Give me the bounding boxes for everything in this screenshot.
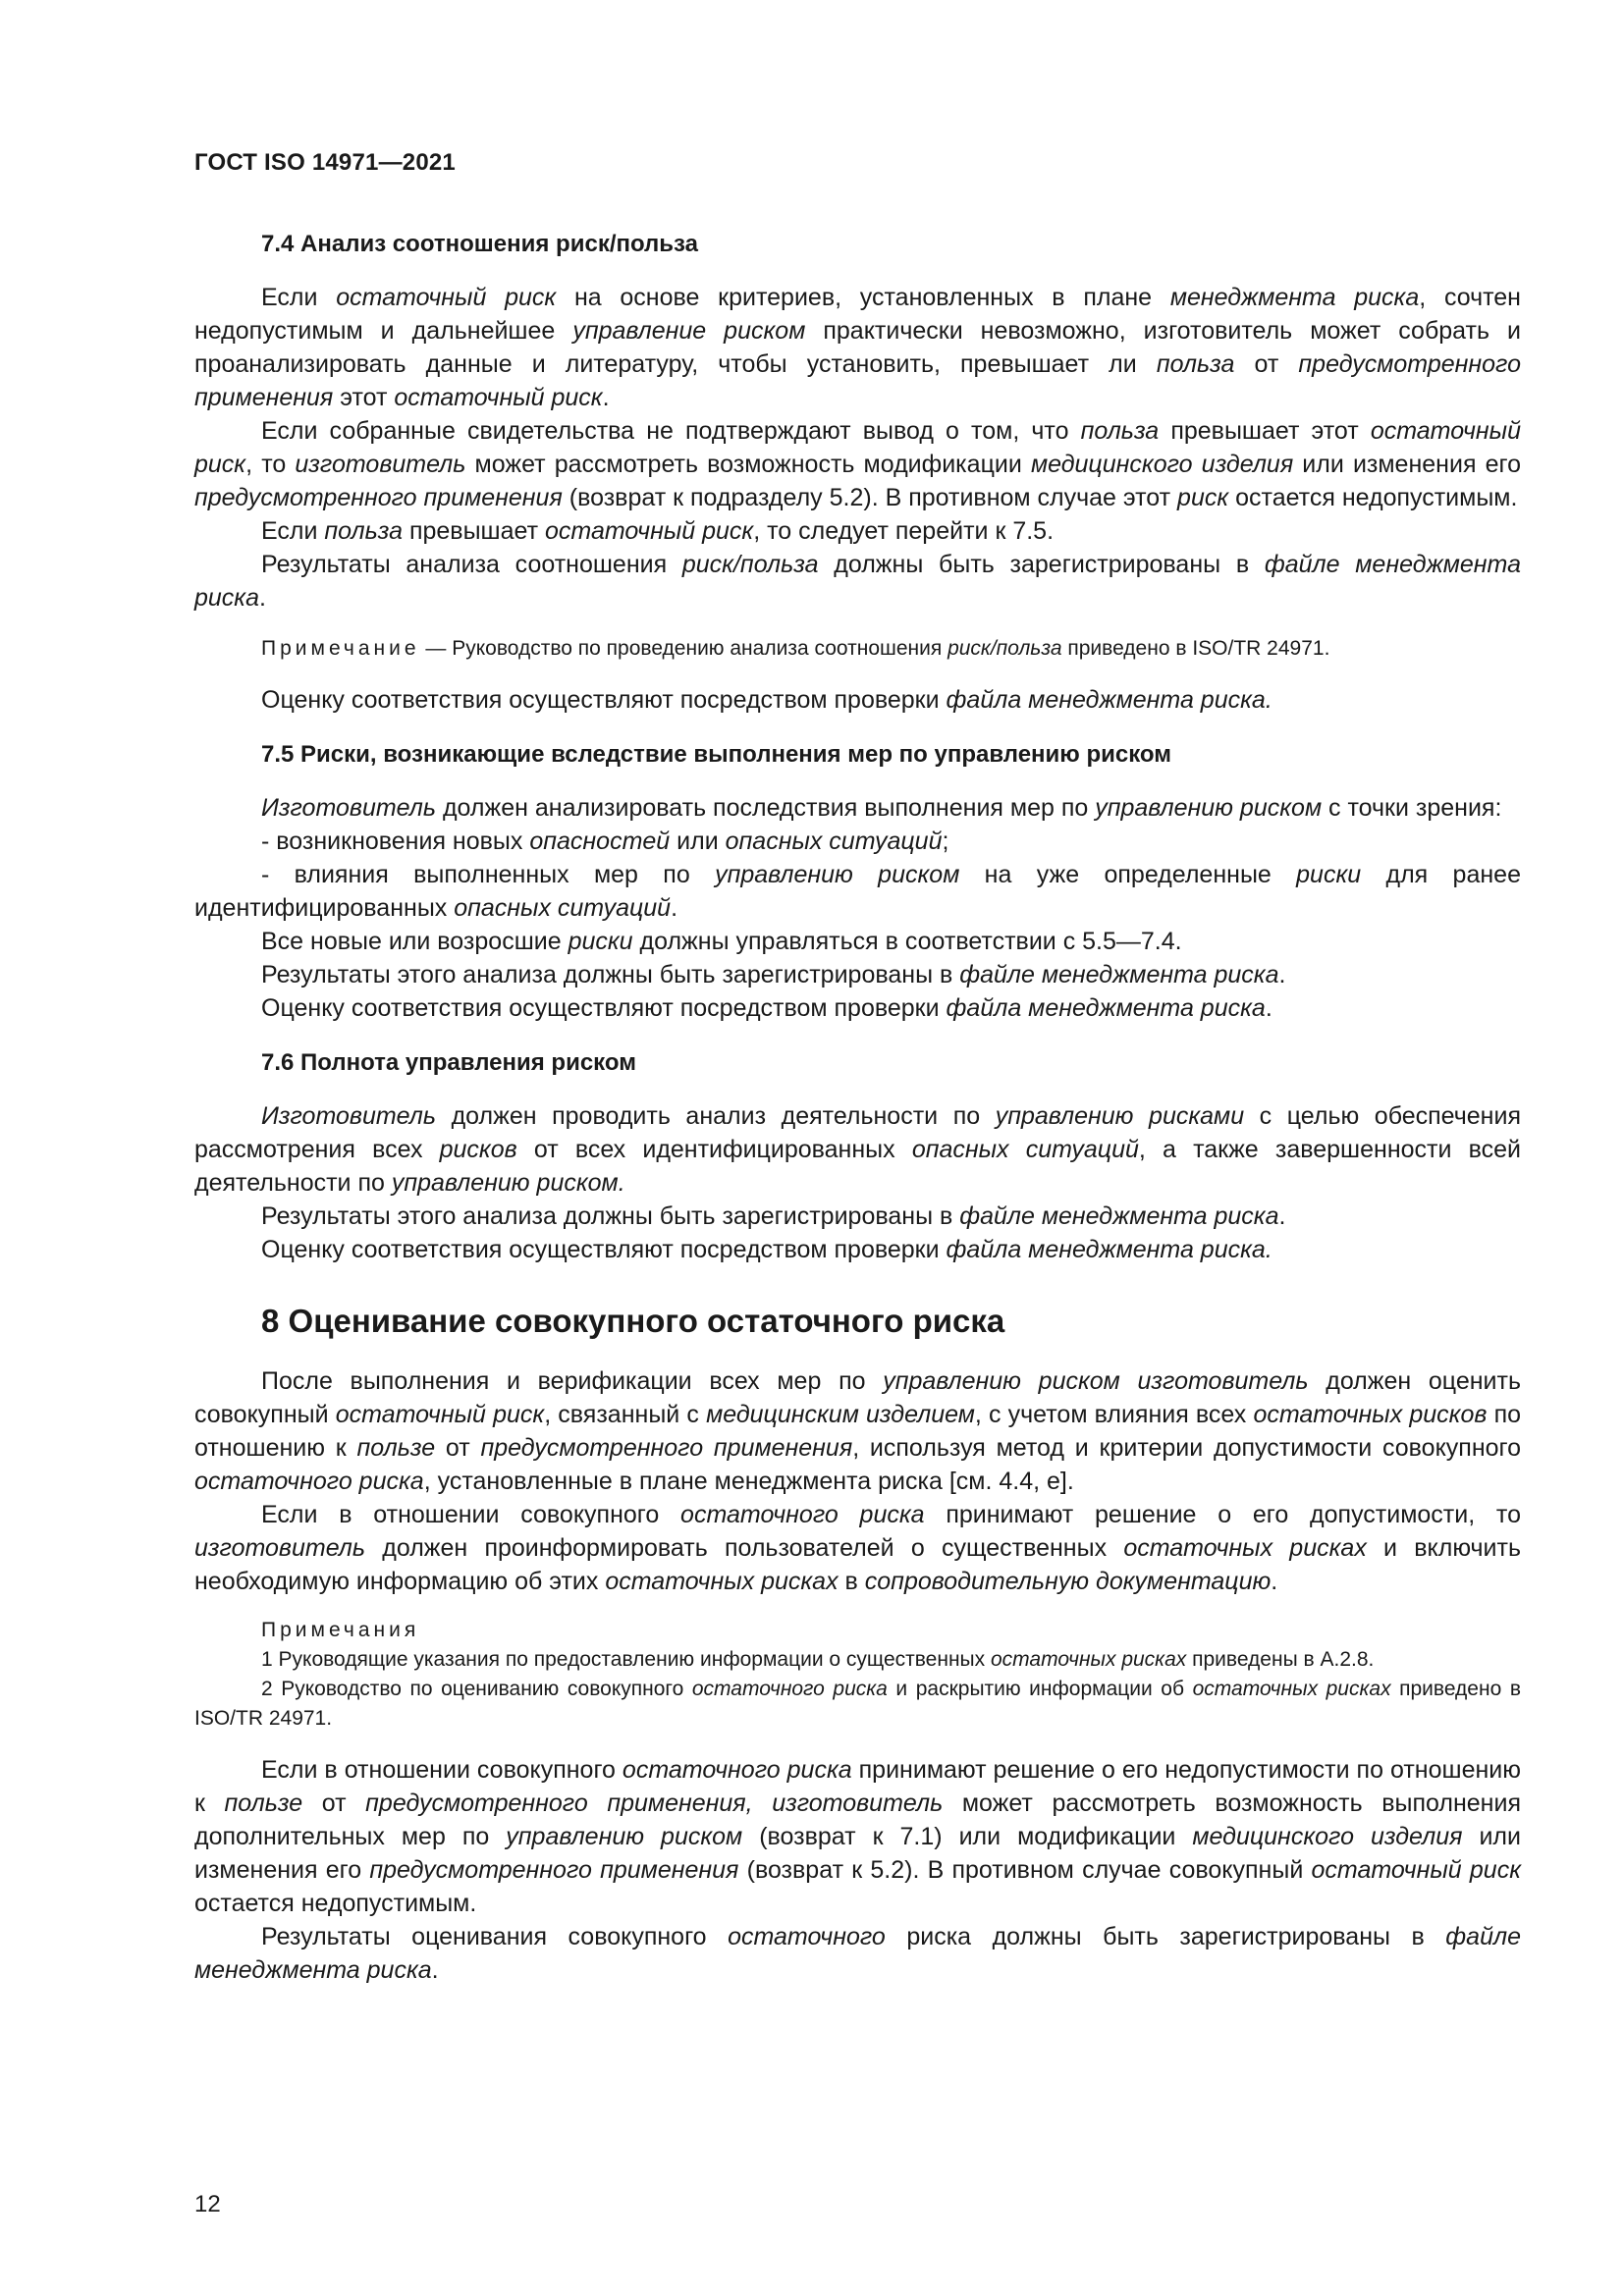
paragraph: Оценку соответствия осуществляют посредством проверки файла менеджмента риска. (261, 686, 1272, 714)
note-label: Примечание (261, 637, 420, 660)
paragraph: Оценку соответствия осуществляют посредством проверки файла менеджмента риска. (261, 1236, 1272, 1263)
paragraph: Изготовитель должен анализировать последствия выполнения мер по управлению риском с точки зрения: (261, 794, 1502, 822)
paragraph: Если польза превышает остаточный риск, то следует перейти к 7.5. (261, 517, 1055, 545)
note: 1 Руководящие указания по предоставлению информации о существенных остаточных рисках приведены в А.2.8. (261, 1648, 1375, 1671)
page-content (194, 228, 1521, 1987)
paragraph: Изготовитель должен проводить анализ деятельности по управлению рисками с целью обеспечения рассмотрения всех рисков от всех идентифицированных опасных ситуаций, а также завершенности всей деятельности по управлению риском. (194, 1102, 1521, 1197)
paragraph: Если в отношении совокупного остаточного риска принимают решение о его допустимости, то изготовитель должен проинформировать пользователей о существенных остаточных рисках и включить необходимую информацию об этих остаточных рисках в сопроводительную документацию. (194, 1501, 1521, 1595)
paragraph: Оценку соответствия осуществляют посредством проверки файла менеджмента риска. (261, 994, 1272, 1022)
section-title: 7.5 Риски, возникающие вследствие выполнения мер по управлению риском (261, 741, 1172, 768)
section-7-4 (194, 228, 1521, 717)
paragraph: Все новые или возросшие риски должны управляться в соответствии с 5.5—7.4. (261, 928, 1182, 955)
page-number: 12 (194, 2191, 221, 2217)
note: 2 Руководство по оцениванию совокупного остаточного риска и раскрытию информации об остаточных рисках приведено в ISO/TR 24971. (194, 1678, 1521, 1730)
section-title: 7.6 Полнота управления риском (261, 1049, 636, 1076)
section-7-5 (194, 738, 1521, 1025)
paragraph: Результаты анализа соотношения риск/польза должны быть зарегистрированы в файле менеджмента риска. (194, 551, 1521, 612)
paragraph: Если собранные свидетельства не подтверждают вывод о том, что польза превышает этот остаточный риск, то изготовитель может рассмотреть возможность модификации медицинского изделия или изменения его предусмотренного применения (возврат к подразделу 5.2). В противном случае этот риск остается недопустимым. (194, 417, 1521, 511)
section-8 (194, 1300, 1521, 1987)
list-item: - возникновения новых опасностей или опасных ситуаций; (261, 828, 949, 855)
section-7-6 (194, 1046, 1521, 1266)
note-text: — Руководство по проведению анализа соотношения риск/польза приведено в ISO/TR 24971. (419, 637, 1330, 660)
section-title: 8 Оценивание совокупного остаточного риска (261, 1303, 1005, 1339)
paragraph: Результаты оценивания совокупного остаточного риска должны быть зарегистрированы в файле менеджмента риска. (194, 1923, 1521, 1984)
document-code-header: ГОСТ ISO 14971—2021 (194, 149, 456, 176)
list-item: - влияния выполненных мер по управлению риском на уже определенные риски для ранее идентифицированных опасных ситуаций. (194, 861, 1521, 922)
paragraph: Результаты этого анализа должны быть зарегистрированы в файле менеджмента риска. (261, 961, 1286, 988)
note (194, 634, 1521, 664)
section-title: 7.4 Анализ соотношения риск/польза (261, 231, 699, 257)
paragraph: Если в отношении совокупного остаточного риска принимают решение о его недопустимости по отношению к пользе от предусмотренного применения, изготовитель может рассмотреть возможность выполнения дополнительных мер по управлению риском (возврат к 7.1) или модификации медицинского изделия или изменения его предусмотренного применения (возврат к 5.2). В противном случае совокупный остаточный риск остается недопустимым. (194, 1756, 1521, 1917)
paragraph: Если остаточный риск на основе критериев, установленных в плане менеджмента риска, сочтен недопустимым и дальнейшее управление риском практически невозможно, изготовитель может собрать и проанализировать данные и литературу, чтобы установить, превышает ли польза от предусмотренного применения этот остаточный риск. (194, 284, 1521, 411)
paragraph: После выполнения и верификации всех мер по управлению риском изготовитель должен оценить совокупный остаточный риск, связанный с медицинским изделием, с учетом влияния всех остаточных рисков по отношению к пользе от предусмотренного применения, используя метод и критерии допустимости совокупного остаточного риска, установленные в плане менеджмента риска [см. 4.4, е]. (194, 1367, 1522, 1495)
paragraph: Результаты этого анализа должны быть зарегистрированы в файле менеджмента риска. (261, 1202, 1286, 1230)
notes-label: Примечания (261, 1619, 420, 1641)
